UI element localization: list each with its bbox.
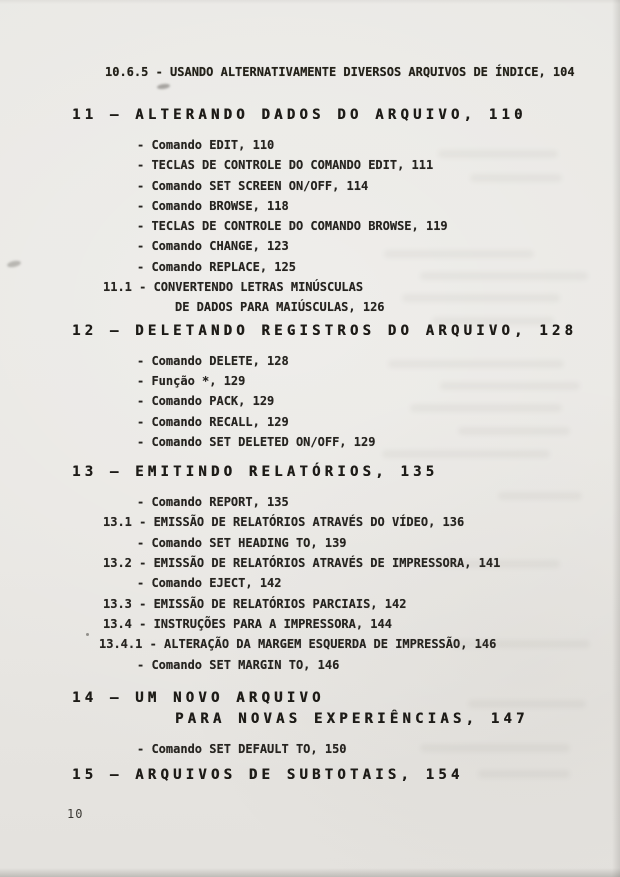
toc-entry: 13.4 - INSTRUÇÕES PARA A IMPRESSORA, 144: [103, 616, 392, 631]
toc-entry: - Comando EDIT, 110: [137, 138, 275, 152]
section-entries: [0, 492, 620, 675]
toc-entry: - Comando SET DELETED ON/OFF, 129: [137, 434, 376, 449]
section-heading: 15 — ARQUIVOS DE SUBTOTAIS, 154: [72, 767, 464, 784]
page-edge-shadow-bottom: [0, 868, 620, 877]
toc-entry: - Comando REPLACE, 125: [137, 259, 296, 274]
page-number: 10: [67, 807, 84, 821]
section-heading: PARA NOVAS EXPERIÊNCIAS, 147: [175, 710, 529, 727]
toc-sections: [0, 105, 620, 786]
toc-entry: DE DADOS PARA MAIÚSCULAS, 126: [175, 300, 385, 315]
toc-entry: 13.4.1 - ALTERAÇÃO DA MARGEM ESQUERDA DE IMPRESSÃO, 146: [99, 637, 497, 652]
toc-section: [0, 462, 620, 675]
section-heading: 11 — ALTERANDO DADOS DO ARQUIVO, 110: [72, 107, 527, 123]
toc-entry: 11.1 - CONVERTENDO LETRAS MINÚSCULAS: [103, 280, 364, 295]
toc-section: [0, 688, 620, 759]
toc-entry: - TECLAS DE CONTROLE DO COMANDO BROWSE, 119: [137, 219, 448, 234]
toc-entry: - Comando RECALL, 129: [137, 414, 289, 429]
toc-entry: - Comando REPORT, 135: [137, 495, 289, 510]
toc-entry: 13.2 - EMISSÃO DE RELATÓRIOS ATRAVÉS DE IMPRESSORA, 141: [103, 556, 501, 571]
toc-entry: - Comando PACK, 129: [137, 394, 275, 409]
section-entries: [0, 135, 620, 318]
toc-entry: - Comando SET SCREEN ON/OFF, 114: [137, 178, 369, 193]
toc-entry: - Função *, 129: [137, 373, 246, 388]
section-heading: 14 — UM NOVO ARQUIVO: [72, 689, 325, 706]
toc-lead-entry: 10.6.5 - USANDO ALTERNATIVAMENTE DIVERSOS ARQUIVOS DE ÍNDICE, 104: [105, 65, 575, 79]
toc-entry: 13.1 - EMISSÃO DE RELATÓRIOS ATRAVÉS DO VÍDEO, 136: [103, 515, 465, 530]
toc-entry: - TECLAS DE CONTROLE DO COMANDO EDIT, 111: [137, 158, 434, 173]
toc-section: [0, 765, 620, 786]
toc-entry: - Comando EJECT, 142: [137, 576, 282, 591]
page-edge-shadow-top: [0, 0, 620, 4]
section-heading: 12 — DELETANDO REGISTROS DO ARQUIVO, 128: [72, 322, 578, 339]
toc-entry: - Comando SET HEADING TO, 139: [137, 535, 347, 550]
toc-entry: - Comando CHANGE, 123: [137, 239, 289, 254]
toc-entry: - Comando DELETE, 128: [137, 353, 289, 368]
section-entries: [0, 739, 620, 759]
section-entries: [0, 351, 620, 452]
toc-entry: - Comando SET DEFAULT TO, 150: [137, 741, 347, 756]
toc-section: [0, 321, 620, 452]
page-edge-shadow-right: [612, 0, 620, 877]
section-heading: 13 — EMITINDO RELATÓRIOS, 135: [72, 464, 439, 481]
toc-entry: - Comando SET MARGIN TO, 146: [137, 657, 340, 672]
toc-entry: - Comando BROWSE, 118: [137, 198, 289, 213]
toc-section: [0, 105, 620, 318]
toc-entry: 13.3 - EMISSÃO DE RELATÓRIOS PARCIAIS, 142: [103, 596, 407, 611]
